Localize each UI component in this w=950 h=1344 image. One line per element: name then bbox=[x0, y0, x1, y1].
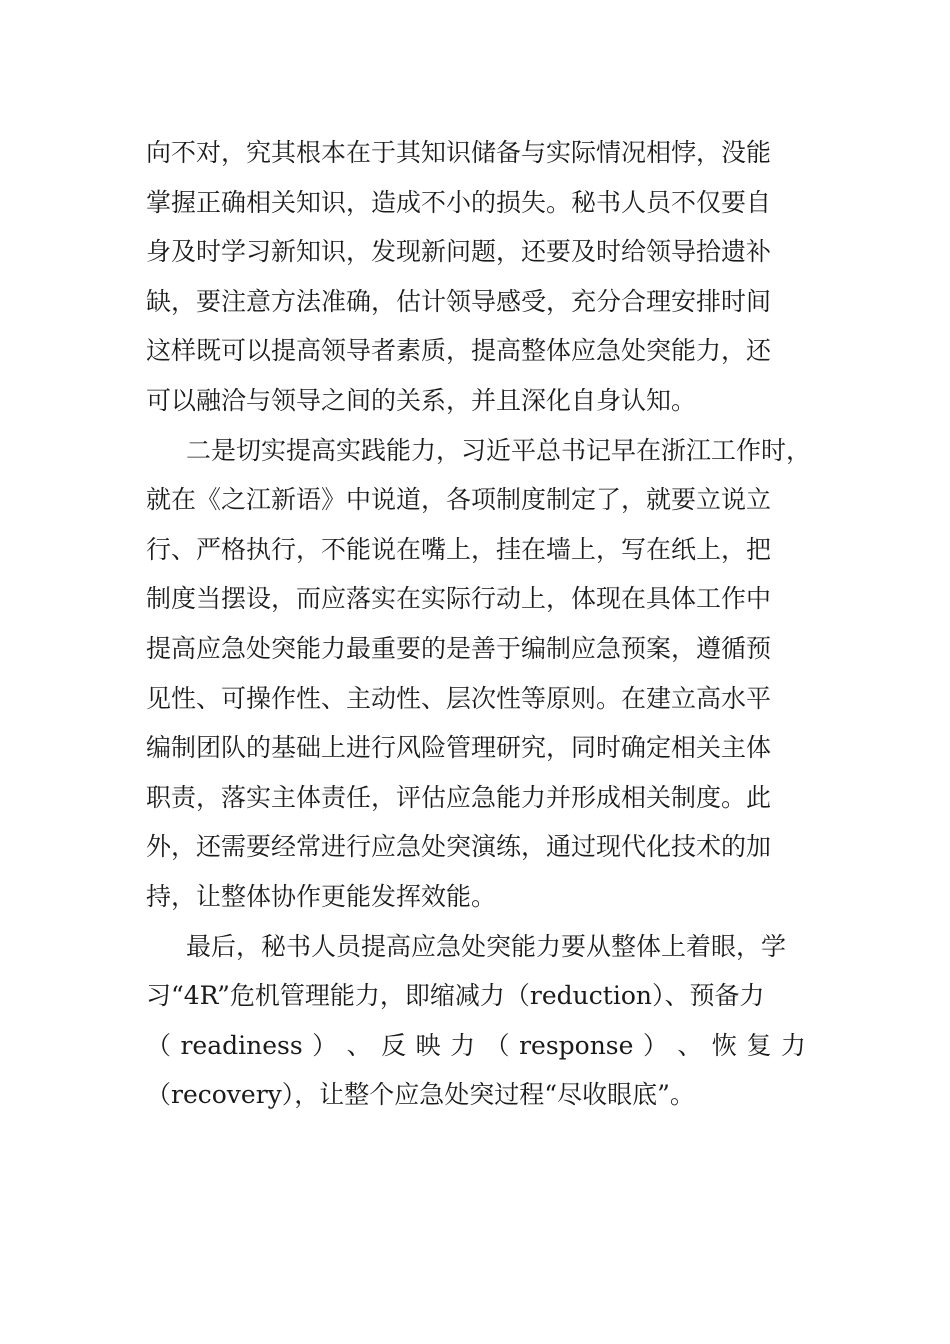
text-word: 反 bbox=[381, 1030, 407, 1060]
text-line: 可以融洽与领导之间的关系，并且深化自身认知。 bbox=[146, 385, 697, 415]
text-word: 力 bbox=[450, 1030, 476, 1060]
text-word: readiness bbox=[180, 1030, 303, 1060]
paragraph-2 bbox=[146, 426, 812, 922]
text-line: 制度当摆设，而应落实在实际行动上，体现在具体工作中 bbox=[146, 584, 772, 614]
text-line: 行、严格执行，不能说在嘴上，挂在墙上，写在纸上，把 bbox=[146, 534, 772, 564]
text-word: 映 bbox=[415, 1030, 441, 1060]
text-line: 职责，落实主体责任，评估应急能力并形成相关制度。此 bbox=[146, 782, 772, 812]
text-line: 身及时学习新知识，发现新问题，还要及时给领导拾遗补 bbox=[146, 237, 772, 267]
text-line: 掌握正确相关知识，造成不小的损失。秘书人员不仅要自 bbox=[146, 187, 772, 217]
text-line: 持，让整体协作更能发挥效能。 bbox=[146, 881, 497, 911]
text-line: 编制团队的基础上进行风险管理研究，同时确定相关主体 bbox=[146, 733, 772, 763]
text-word: 力 bbox=[780, 1030, 806, 1060]
text-word: response bbox=[519, 1030, 634, 1060]
text-line: 提高应急处突能力最重要的是善于编制应急预案，遵循预 bbox=[146, 633, 772, 663]
text-line: 最后，秘书人员提高应急处突能力要从整体上着眼，学 bbox=[186, 931, 787, 961]
text-line-justified bbox=[146, 1021, 806, 1071]
text-word: 恢 bbox=[711, 1030, 737, 1060]
paragraph-1 bbox=[146, 128, 806, 426]
text-line: （recovery），让整个应急处突过程“尽收眼底”。 bbox=[146, 1080, 695, 1110]
text-word: ） bbox=[312, 1030, 338, 1060]
paragraph-3 bbox=[146, 922, 806, 1120]
text-line: 就在《之江新语》中说道，各项制度制定了，就要立说立 bbox=[146, 485, 772, 515]
text-word: （ bbox=[146, 1030, 172, 1060]
text-line: 习“4R”危机管理能力，即缩减力（reduction）、预备力 bbox=[146, 981, 765, 1011]
text-line: 二是切实提高实践能力，习近平总书记早在浙江工作时， bbox=[186, 435, 812, 465]
text-line: 外，还需要经常进行应急处突演练，通过现代化技术的加 bbox=[146, 832, 772, 862]
text-word: 、 bbox=[346, 1030, 372, 1060]
text-line: 向不对，究其根本在于其知识储备与实际情况相悖，没能 bbox=[146, 138, 772, 167]
text-word: 复 bbox=[746, 1030, 772, 1060]
text-word: （ bbox=[484, 1030, 510, 1060]
body-text bbox=[146, 128, 812, 1120]
text-word: ） bbox=[642, 1030, 668, 1060]
text-line: 这样既可以提高领导者素质，提高整体应急处突能力，还 bbox=[146, 336, 772, 366]
text-word: 、 bbox=[677, 1030, 703, 1060]
text-line: 见性、可操作性、主动性、层次性等原则。在建立高水平 bbox=[146, 683, 772, 713]
text-line: 缺，要注意方法准确，估计领导感受，充分合理安排时间 bbox=[146, 286, 772, 316]
